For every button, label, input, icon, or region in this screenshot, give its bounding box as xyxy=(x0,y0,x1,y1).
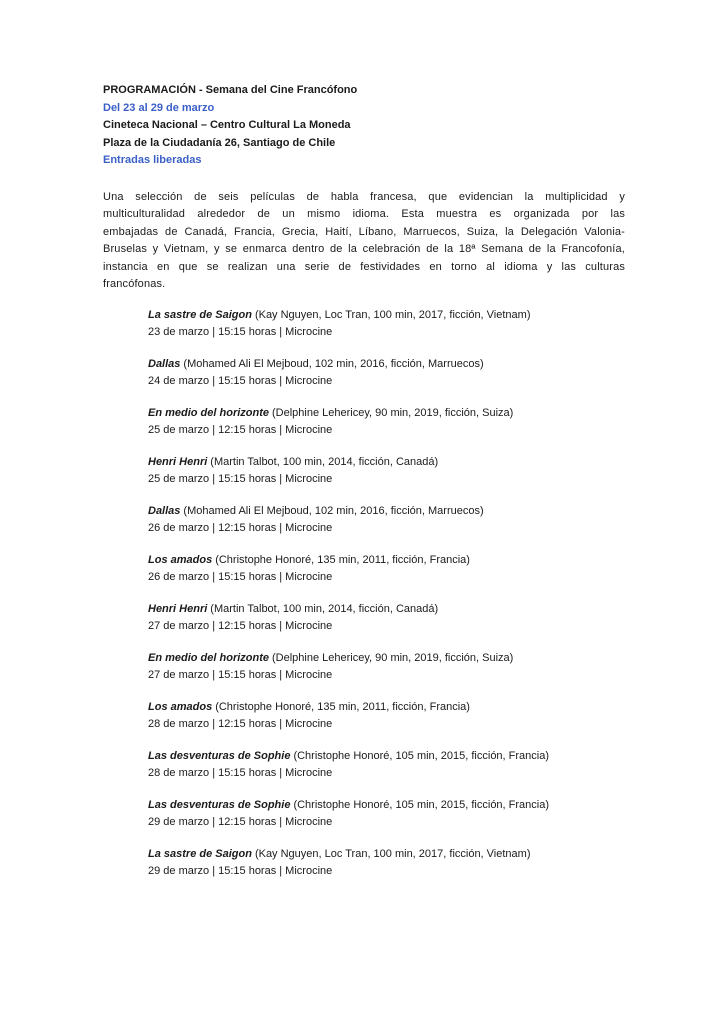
film-title: La sastre de Saigon xyxy=(148,847,252,860)
screening-schedule: 24 de marzo | 15:15 horas | Microcine xyxy=(148,375,333,387)
screening-title-line xyxy=(148,405,625,423)
screening-schedule: 27 de marzo | 12:15 horas | Microcine xyxy=(148,620,333,632)
film-details: (Christophe Honoré, 135 min, 2011, ficción, Francia) xyxy=(215,700,470,713)
screening-entry xyxy=(148,307,625,342)
screening-entry xyxy=(148,503,625,538)
screening-title-line xyxy=(148,650,625,668)
film-details: (Mohamed Ali El Mejboud, 102 min, 2016, ficción, Marruecos) xyxy=(183,504,484,517)
intro-line: multiculturalidad alrededor de un mismo idioma. Esta muestra es organizada por las xyxy=(103,208,625,220)
screening-schedule: 28 de marzo | 12:15 horas | Microcine xyxy=(148,718,333,730)
screening-schedule: 26 de marzo | 15:15 horas | Microcine xyxy=(148,571,333,583)
venue-name: Cineteca Nacional – Centro Cultural La Moneda xyxy=(103,119,351,131)
screening-entry xyxy=(148,356,625,391)
film-title: Los amados xyxy=(148,700,213,713)
film-title: Henri Henri xyxy=(148,602,208,615)
screening-entry xyxy=(148,552,625,587)
film-title: En medio del horizonte xyxy=(148,406,270,419)
intro-line: Una selección de seis películas de habla francesa, que evidencian la multiplicidad y xyxy=(103,190,625,203)
screening-title-line xyxy=(148,552,625,570)
screening-entry xyxy=(148,454,625,489)
screening-entry xyxy=(148,699,625,734)
screening-entry xyxy=(148,601,625,636)
film-title: En medio del horizonte xyxy=(148,651,270,664)
venue-address: Plaza de la Ciudadanía 26, Santiago de Chile xyxy=(103,136,336,149)
film-details: (Christophe Honoré, 135 min, 2011, ficción, Francia) xyxy=(215,553,470,566)
screening-schedule: 23 de marzo | 15:15 horas | Microcine xyxy=(148,326,333,338)
film-title: Las desventuras de Sophie xyxy=(148,749,291,762)
screening-title-line xyxy=(148,748,625,766)
film-details: (Martin Talbot, 100 min, 2014, ficción, Canadá) xyxy=(210,455,439,468)
film-title: Los amados xyxy=(148,553,213,566)
screening-title-line xyxy=(148,503,625,521)
intro-line: francófonas. xyxy=(103,278,166,290)
screening-schedule: 29 de marzo | 12:15 horas | Microcine xyxy=(148,816,333,828)
screening-schedule: 28 de marzo | 15:15 horas | Microcine xyxy=(148,767,333,779)
screening-schedule: 27 de marzo | 15:15 horas | Microcine xyxy=(148,669,333,681)
film-details: (Christophe Honoré, 105 min, 2015, ficción, Francia) xyxy=(293,749,550,762)
film-title: Henri Henri xyxy=(148,455,208,468)
screening-title-line xyxy=(148,454,625,472)
intro-paragraph xyxy=(103,189,625,294)
film-details: (Kay Nguyen, Loc Tran, 100 min, 2017, ficción, Vietnam) xyxy=(254,847,531,860)
film-title: Las desventuras de Sophie xyxy=(148,798,291,811)
screening-entry xyxy=(148,405,625,440)
film-title: Dallas xyxy=(148,357,181,370)
screening-schedule: 25 de marzo | 15:15 horas | Microcine xyxy=(148,473,333,485)
screening-entry xyxy=(148,748,625,783)
film-details: (Delphine Lehericey, 90 min, 2019, ficción, Suiza) xyxy=(272,406,514,419)
intro-line: embajadas de Canadá, Francia, Grecia, Haití, Líbano, Marruecos, Suiza, la Delegación Valonia- xyxy=(103,225,625,238)
date-range: Del 23 al 29 de marzo xyxy=(103,101,215,114)
screening-title-line xyxy=(148,307,625,325)
screening-title-line xyxy=(148,356,625,374)
screening-schedule: 29 de marzo | 15:15 horas | Microcine xyxy=(148,865,333,877)
admission-note: Entradas liberadas xyxy=(103,154,202,166)
screening-title-line xyxy=(148,797,625,815)
intro-line: Bruselas y Vietnam, y se enmarca dentro de la celebración de la 18ª Semana de la Francofonía, xyxy=(103,243,625,255)
document-header xyxy=(103,82,625,170)
page-title: PROGRAMACIÓN - Semana del Cine Francófono xyxy=(103,84,358,96)
intro-line: instancia en que se realizan una serie de festividades en torno al idioma y las culturas xyxy=(103,260,625,273)
screening-title-line xyxy=(148,846,625,864)
screening-entry xyxy=(148,797,625,832)
film-details: (Christophe Honoré, 105 min, 2015, ficción, Francia) xyxy=(293,798,550,811)
film-details: (Delphine Lehericey, 90 min, 2019, ficción, Suiza) xyxy=(272,651,514,664)
screening-entry xyxy=(148,650,625,685)
film-details: (Kay Nguyen, Loc Tran, 100 min, 2017, ficción, Vietnam) xyxy=(254,308,531,321)
screening-title-line xyxy=(148,699,625,717)
screenings-list xyxy=(103,307,625,881)
film-details: (Mohamed Ali El Mejboud, 102 min, 2016, ficción, Marruecos) xyxy=(183,357,484,370)
film-title: La sastre de Saigon xyxy=(148,308,252,321)
film-details: (Martin Talbot, 100 min, 2014, ficción, Canadá) xyxy=(210,602,439,615)
screening-entry xyxy=(148,846,625,881)
screening-schedule: 25 de marzo | 12:15 horas | Microcine xyxy=(148,424,333,436)
film-title: Dallas xyxy=(148,504,181,517)
screening-schedule: 26 de marzo | 12:15 horas | Microcine xyxy=(148,522,333,534)
screening-title-line xyxy=(148,601,625,619)
